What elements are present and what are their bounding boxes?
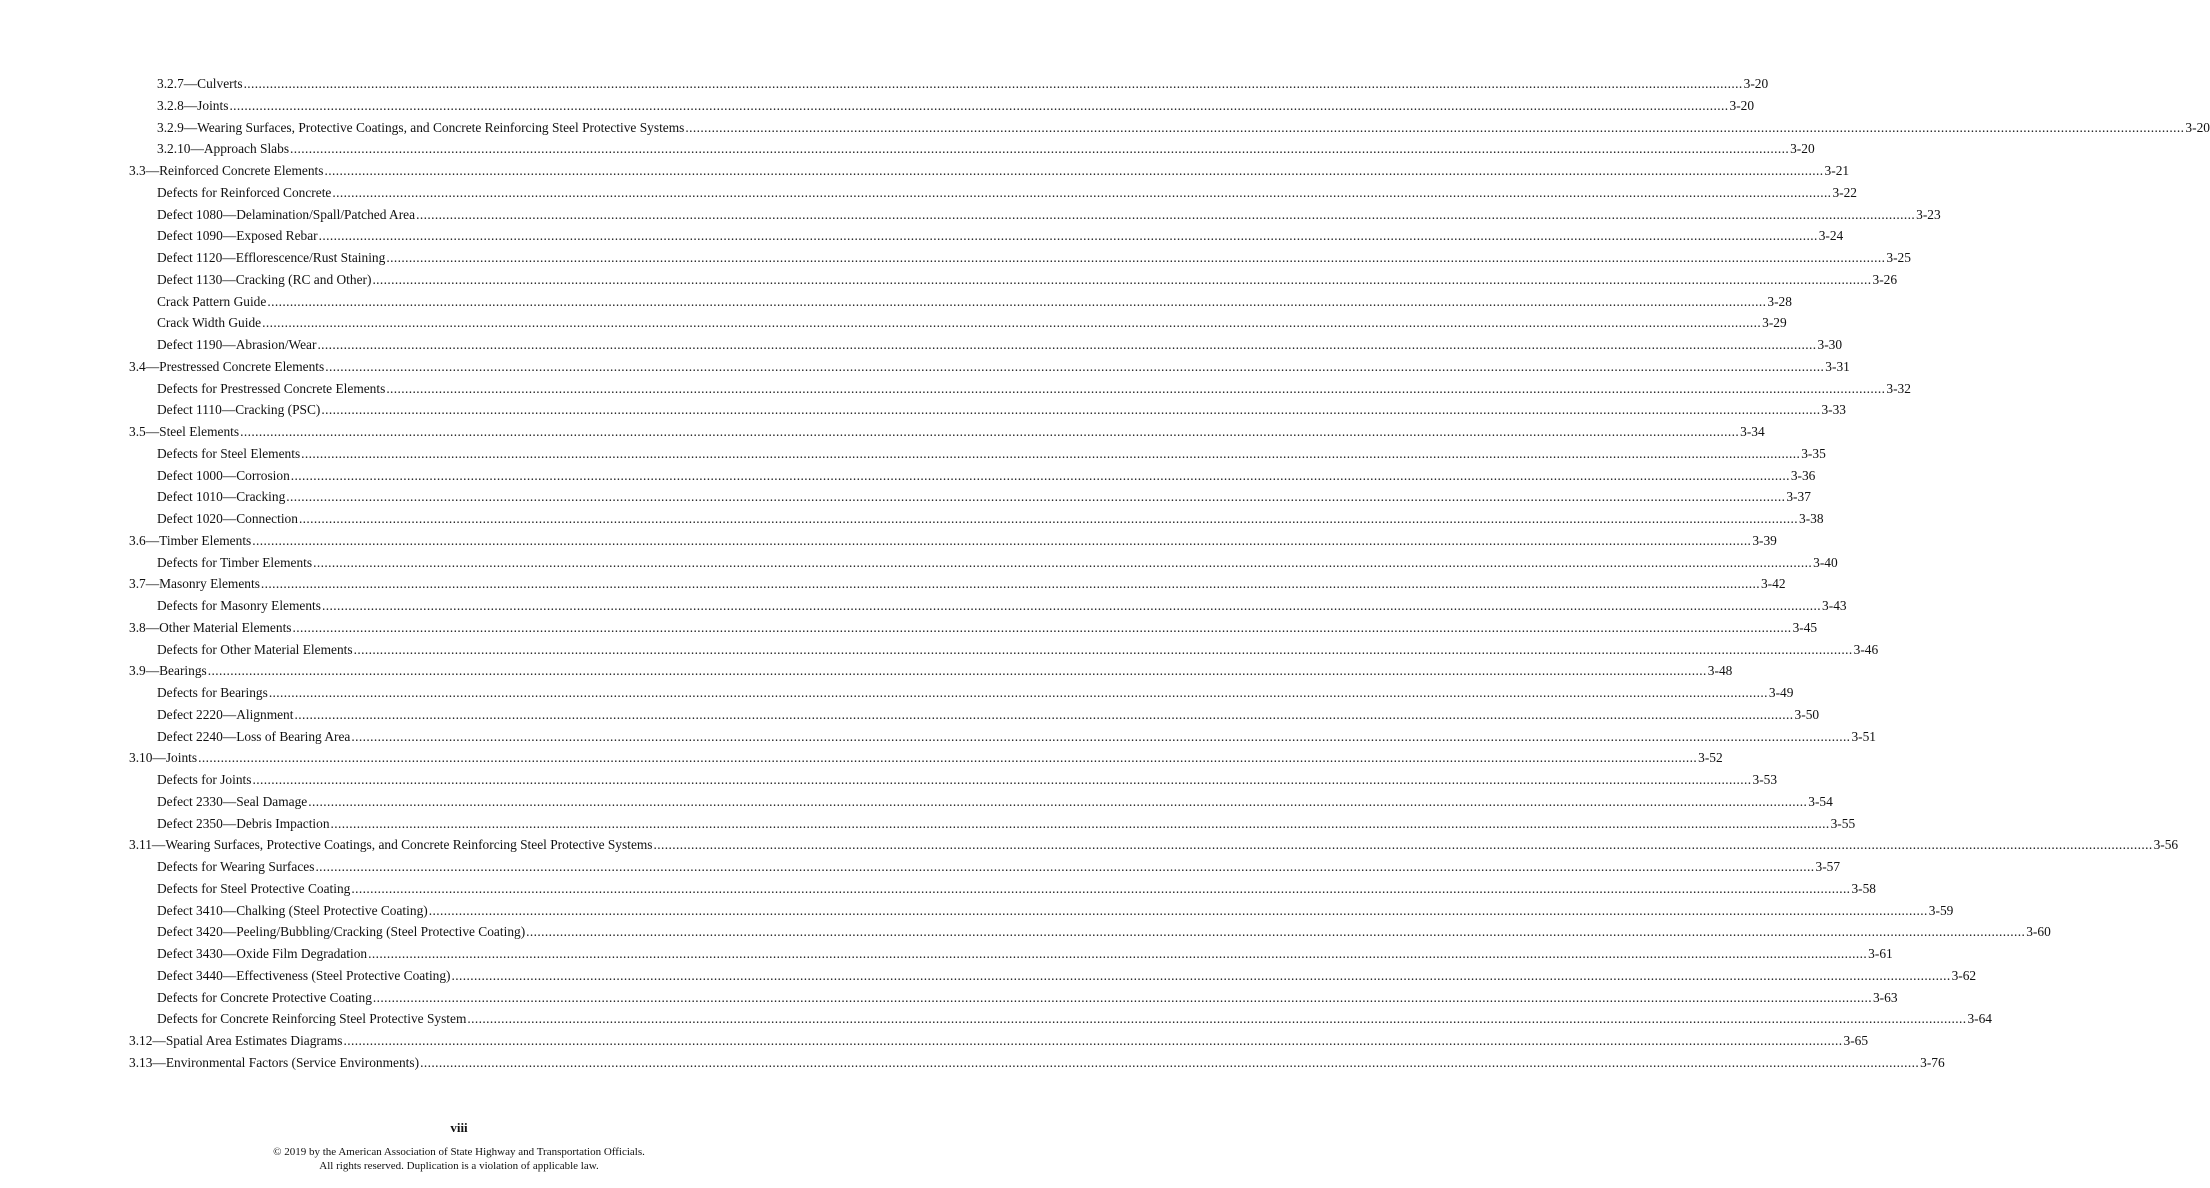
rights-line: All rights reserved. Duplication is a violation of applicable law. [319,1159,599,1172]
toc-entry[interactable] [129,73,1769,95]
dot-leader: ................................................................................................................................................................................................................................................................................................................................................................................................................ [332,184,1832,200]
toc-entry-title: 3.8—Other Material Elements [129,619,292,635]
toc-entry-title: 3.2.8—Joints [157,97,229,113]
dot-leader: ................................................................................................................................................................................................................................................................................................................................................................................................................ [428,902,1928,918]
dot-leader: ................................................................................................................................................................................................................................................................................................................................................................................................................ [330,815,1830,831]
toc-entry[interactable] [129,530,1777,552]
toc-entry[interactable] [129,117,2210,139]
dot-leader: ................................................................................................................................................................................................................................................................................................................................................................................................................ [252,532,1752,548]
toc-entry-title: Defect 2350—Debris Impaction [157,815,330,831]
dot-leader: ................................................................................................................................................................................................................................................................................................................................................................................................................ [653,837,2153,853]
toc-entry-page: 3-21 [1824,163,1850,178]
toc-entry[interactable] [129,965,1977,987]
dot-leader: ................................................................................................................................................................................................................................................................................................................................................................................................................ [298,511,1798,526]
toc-entry-title: 3.7—Masonry Elements [129,576,260,592]
toc-entry-title: Defects for Masonry Elements [157,598,321,613]
toc-entry[interactable] [129,204,1941,226]
dot-leader: ................................................................................................................................................................................................................................................................................................................................................................................................................ [198,750,1698,766]
toc-entry-title: Defect 2220—Alignment [157,706,294,722]
toc-entry[interactable] [129,312,1787,334]
toc-entry-page: 3-28 [1767,293,1792,309]
toc-entry-page: 3-36 [1790,467,1816,483]
dot-leader: ................................................................................................................................................................................................................................................................................................................................................................................................................ [268,685,1768,700]
copyright-notice [0,1146,918,1173]
toc-entry-page: 3-59 [1928,902,1954,918]
toc-entry[interactable] [129,291,1792,313]
toc-entry[interactable] [129,1008,1992,1030]
toc-entry[interactable] [129,747,1723,769]
toc-entry-title: Defect 2330—Seal Damage [157,793,308,809]
dot-leader: ................................................................................................................................................................................................................................................................................................................................................................................................................ [308,793,1808,809]
toc-entry-title: Defects for Prestressed Concrete Elements [157,380,386,396]
toc-entry-page: 3-56 [2153,837,2179,853]
toc-entry-title: 3.12—Spatial Area Estimates Diagrams [129,1033,343,1048]
toc-entry-title: Defects for Timber Elements [157,554,313,570]
toc-entry-title: Defect 3410—Chalking (Steel Protective Coating) [157,902,428,918]
dot-leader: ................................................................................................................................................................................................................................................................................................................................................................................................................ [467,1011,1967,1027]
copyright-line: © 2019 by the American Association of State Highway and Transportation Officials. [273,1146,645,1158]
dot-leader: ................................................................................................................................................................................................................................................................................................................................................................................................................ [321,598,1822,613]
toc-entry[interactable] [129,269,1898,291]
toc-entry-title: Defects for Reinforced Concrete [157,184,332,200]
dot-leader: ................................................................................................................................................................................................................................................................................................................................................................................................................ [386,250,1886,265]
toc-entry[interactable] [129,378,1911,400]
dot-leader: ................................................................................................................................................................................................................................................................................................................................................................................................................ [243,76,1743,91]
dot-leader: ................................................................................................................................................................................................................................................................................................................................................................................................................ [343,1033,1843,1048]
toc-entry-title: 3.9—Bearings [129,663,207,679]
toc-entry[interactable] [129,356,1850,378]
dot-leader: ................................................................................................................................................................................................................................................................................................................................................................................................................ [451,967,1951,983]
toc-entry[interactable] [129,878,1876,900]
toc-entry-page: 3-22 [1832,184,1857,200]
page-number: viii [450,1120,468,1135]
toc-entry-title: Defects for Wearing Surfaces [157,859,315,874]
toc-entry-page: 3-46 [1853,641,1879,657]
toc-entry-title: Defect 1110—Cracking (PSC) [157,402,321,418]
toc-entry-title: Defect 1080—Delamination/Spall/Patched Area [157,206,416,222]
toc-entry[interactable] [129,182,1857,204]
toc-entry[interactable] [129,1052,1945,1074]
dot-leader: ................................................................................................................................................................................................................................................................................................................................................................................................................ [294,706,1794,722]
toc-entry[interactable] [129,704,1820,726]
toc-entry[interactable] [129,834,2179,856]
toc-entry[interactable] [129,247,1911,269]
toc-entry-page: 3-34 [1740,424,1765,439]
dot-leader: ................................................................................................................................................................................................................................................................................................................................................................................................................ [420,1054,1920,1070]
dot-leader: ................................................................................................................................................................................................................................................................................................................................................................................................................ [286,489,1786,505]
toc-entry-page: 3-32 [1886,380,1911,396]
dot-leader: ................................................................................................................................................................................................................................................................................................................................................................................................................ [290,141,1790,157]
dot-leader: ................................................................................................................................................................................................................................................................................................................................................................................................................ [267,293,1767,309]
dot-leader: ................................................................................................................................................................................................................................................................................................................................................................................................................ [351,728,1851,744]
toc-entry-title: Defects for Steel Protective Coating [157,880,351,896]
toc-entry[interactable] [129,421,1765,443]
toc-entry-page: 3-57 [1815,859,1841,874]
toc-entry-title: Defect 1010—Cracking [157,489,286,505]
toc-entry[interactable] [129,639,1879,661]
toc-entry-page: 3-51 [1851,728,1876,744]
dot-leader: ................................................................................................................................................................................................................................................................................................................................................................................................................ [372,271,1872,287]
toc-entry[interactable] [129,595,1847,617]
dot-leader: ................................................................................................................................................................................................................................................................................................................................................................................................................ [321,402,1821,418]
toc-entry-title: 3.10—Joints [129,750,198,766]
toc-entry-title: Defects for Joints [157,772,252,787]
toc-entry-title: 3.4—Prestressed Concrete Elements [129,358,325,374]
dot-leader: ................................................................................................................................................................................................................................................................................................................................................................................................................ [292,619,1792,635]
dot-leader: ................................................................................................................................................................................................................................................................................................................................................................................................................ [240,424,1740,439]
dot-leader: ................................................................................................................................................................................................................................................................................................................................................................................................................ [290,467,1790,483]
toc-entry-title: Crack Pattern Guide [157,293,267,309]
dot-leader: ................................................................................................................................................................................................................................................................................................................................................................................................................ [526,924,2026,940]
toc-entry-title: Defect 3430—Oxide Film Degradation [157,946,368,961]
toc-entry-page: 3-50 [1794,706,1820,722]
toc-entry-page: 3-76 [1920,1054,1945,1070]
toc-entry-page: 3-25 [1886,250,1911,265]
toc-entry-title: Defect 1130—Cracking (RC and Other) [157,271,372,287]
toc-entry-title: Defects for Concrete Reinforcing Steel Protective System [157,1011,467,1027]
dot-leader: ................................................................................................................................................................................................................................................................................................................................................................................................................ [252,772,1752,787]
toc-entry-title: Defect 3440—Effectiveness (Steel Protective Coating) [157,967,451,983]
toc-entry[interactable] [129,769,1778,791]
toc-entry[interactable] [129,225,1844,247]
toc-entry[interactable] [129,682,1794,704]
toc-entry-page: 3-29 [1762,315,1787,331]
toc-entry[interactable] [129,95,1755,117]
toc-entry[interactable] [129,508,1824,530]
toc-entry-page: 3-20 [1743,76,1769,91]
toc-entry[interactable] [129,334,1843,356]
toc-entry[interactable] [129,573,1786,595]
toc-entry[interactable] [129,660,1733,682]
toc-entry-title: 3.13—Environmental Factors (Service Environments) [129,1054,420,1070]
toc-entry[interactable] [129,943,1893,965]
toc-entry-title: 3.11—Wearing Surfaces, Protective Coatings, and Concrete Reinforcing Steel Protective Systems [129,837,653,853]
toc-entry-page: 3-26 [1872,271,1898,287]
toc-entry[interactable] [129,987,1898,1009]
toc-entry-page: 3-39 [1752,532,1777,548]
toc-entry-title: Defect 1120—Efflorescence/Rust Staining [157,250,386,265]
dot-leader: ................................................................................................................................................................................................................................................................................................................................................................................................................ [325,358,1825,374]
toc-entry-page: 3-43 [1822,598,1847,613]
toc-entry-page: 3-54 [1808,793,1833,809]
dot-leader: ................................................................................................................................................................................................................................................................................................................................................................................................................ [260,576,1760,592]
toc-entry-title: Defect 1090—Exposed Rebar [157,228,318,244]
dot-leader: ................................................................................................................................................................................................................................................................................................................................................................................................................ [315,859,1815,874]
toc-entry-title: 3.5—Steel Elements [129,424,240,439]
toc-entry-title: Defect 1190—Abrasion/Wear [157,337,317,352]
dot-leader: ................................................................................................................................................................................................................................................................................................................................................................................................................ [685,119,2185,135]
toc-entry-page: 3-37 [1786,489,1811,505]
toc-entry-title: Crack Width Guide [157,315,262,331]
toc-entry[interactable] [129,856,1841,878]
toc-entry-page: 3-61 [1868,946,1893,961]
dot-leader: ................................................................................................................................................................................................................................................................................................................................................................................................................ [372,989,1872,1005]
toc-entry-page: 3-20 [2185,119,2210,135]
table-of-contents [129,73,2210,1074]
toc-entry-page: 3-63 [1872,989,1898,1005]
toc-entry[interactable] [129,921,2051,943]
toc-entry-page: 3-24 [1818,228,1844,244]
toc-entry-title: 3.2.10—Approach Slabs [157,141,290,157]
toc-entry-page: 3-55 [1830,815,1856,831]
toc-entry-title: Defect 3420—Peeling/Bubbling/Cracking (Steel Protective Coating) [157,924,526,940]
toc-entry-title: Defects for Other Material Elements [157,641,353,657]
toc-entry-page: 3-23 [1916,206,1941,222]
toc-entry-page: 3-20 [1790,141,1815,157]
toc-entry[interactable] [129,1030,1869,1052]
toc-entry-page: 3-53 [1752,772,1778,787]
toc-entry-page: 3-52 [1698,750,1723,766]
toc-entry[interactable] [129,617,1818,639]
toc-entry-page: 3-58 [1851,880,1876,896]
toc-entry-title: Defects for Concrete Protective Coating [157,989,372,1005]
dot-leader: ................................................................................................................................................................................................................................................................................................................................................................................................................ [317,337,1817,352]
toc-entry-title: 3.6—Timber Elements [129,532,252,548]
toc-entry[interactable] [129,791,1833,813]
toc-entry[interactable] [129,486,1811,508]
dot-leader: ................................................................................................................................................................................................................................................................................................................................................................................................................ [386,380,1886,396]
toc-entry-title: Defect 1000—Corrosion [157,467,290,483]
toc-entry[interactable] [129,160,1850,182]
toc-entry-page: 3-30 [1817,337,1843,352]
toc-entry[interactable] [129,552,1838,574]
toc-entry-page: 3-33 [1821,402,1846,418]
toc-entry-page: 3-42 [1760,576,1786,592]
dot-leader: ................................................................................................................................................................................................................................................................................................................................................................................................................ [207,663,1707,679]
dot-leader: ................................................................................................................................................................................................................................................................................................................................................................................................................ [262,315,1762,331]
dot-leader: ................................................................................................................................................................................................................................................................................................................................................................................................................ [229,97,1729,113]
dot-leader: ................................................................................................................................................................................................................................................................................................................................................................................................................ [416,206,1916,222]
toc-entry-page: 3-65 [1843,1033,1869,1048]
toc-entry[interactable] [129,900,1954,922]
toc-entry[interactable] [129,813,1856,835]
toc-entry-title: Defect 1020—Connection [157,511,298,526]
toc-entry-page: 3-31 [1825,358,1850,374]
toc-entry[interactable] [129,443,1826,465]
toc-entry-page: 3-40 [1813,554,1838,570]
toc-entry[interactable] [129,465,1816,487]
toc-entry[interactable] [129,726,1876,748]
toc-entry-title: Defect 2240—Loss of Bearing Area [157,728,351,744]
toc-entry-page: 3-64 [1967,1011,1992,1027]
toc-entry-page: 3-49 [1768,685,1794,700]
toc-entry-title: Defects for Bearings [157,685,268,700]
toc-entry-page: 3-62 [1951,967,1977,983]
dot-leader: ................................................................................................................................................................................................................................................................................................................................................................................................................ [368,946,1868,961]
dot-leader: ................................................................................................................................................................................................................................................................................................................................................................................................................ [324,163,1824,178]
toc-entry-page: 3-38 [1799,511,1824,526]
dot-leader: ................................................................................................................................................................................................................................................................................................................................................................................................................ [318,228,1818,244]
toc-entry-title: 3.3—Reinforced Concrete Elements [129,163,324,178]
toc-entry-title: 3.2.9—Wearing Surfaces, Protective Coatings, and Concrete Reinforcing Steel Protective Systems [157,119,685,135]
toc-entry[interactable] [129,138,1815,160]
toc-entry-page: 3-60 [2026,924,2051,940]
dot-leader: ................................................................................................................................................................................................................................................................................................................................................................................................................ [353,641,1853,657]
toc-entry-title: Defects for Steel Elements [157,445,301,461]
toc-entry[interactable] [129,399,1846,421]
toc-entry-page: 3-20 [1729,97,1755,113]
toc-entry-title: 3.2.7—Culverts [157,76,243,91]
dot-leader: ................................................................................................................................................................................................................................................................................................................................................................................................................ [301,445,1801,461]
toc-entry-page: 3-45 [1792,619,1818,635]
toc-entry-page: 3-48 [1707,663,1733,679]
toc-entry-page: 3-35 [1801,445,1826,461]
dot-leader: ................................................................................................................................................................................................................................................................................................................................................................................................................ [351,880,1851,896]
dot-leader: ................................................................................................................................................................................................................................................................................................................................................................................................................ [313,554,1813,570]
